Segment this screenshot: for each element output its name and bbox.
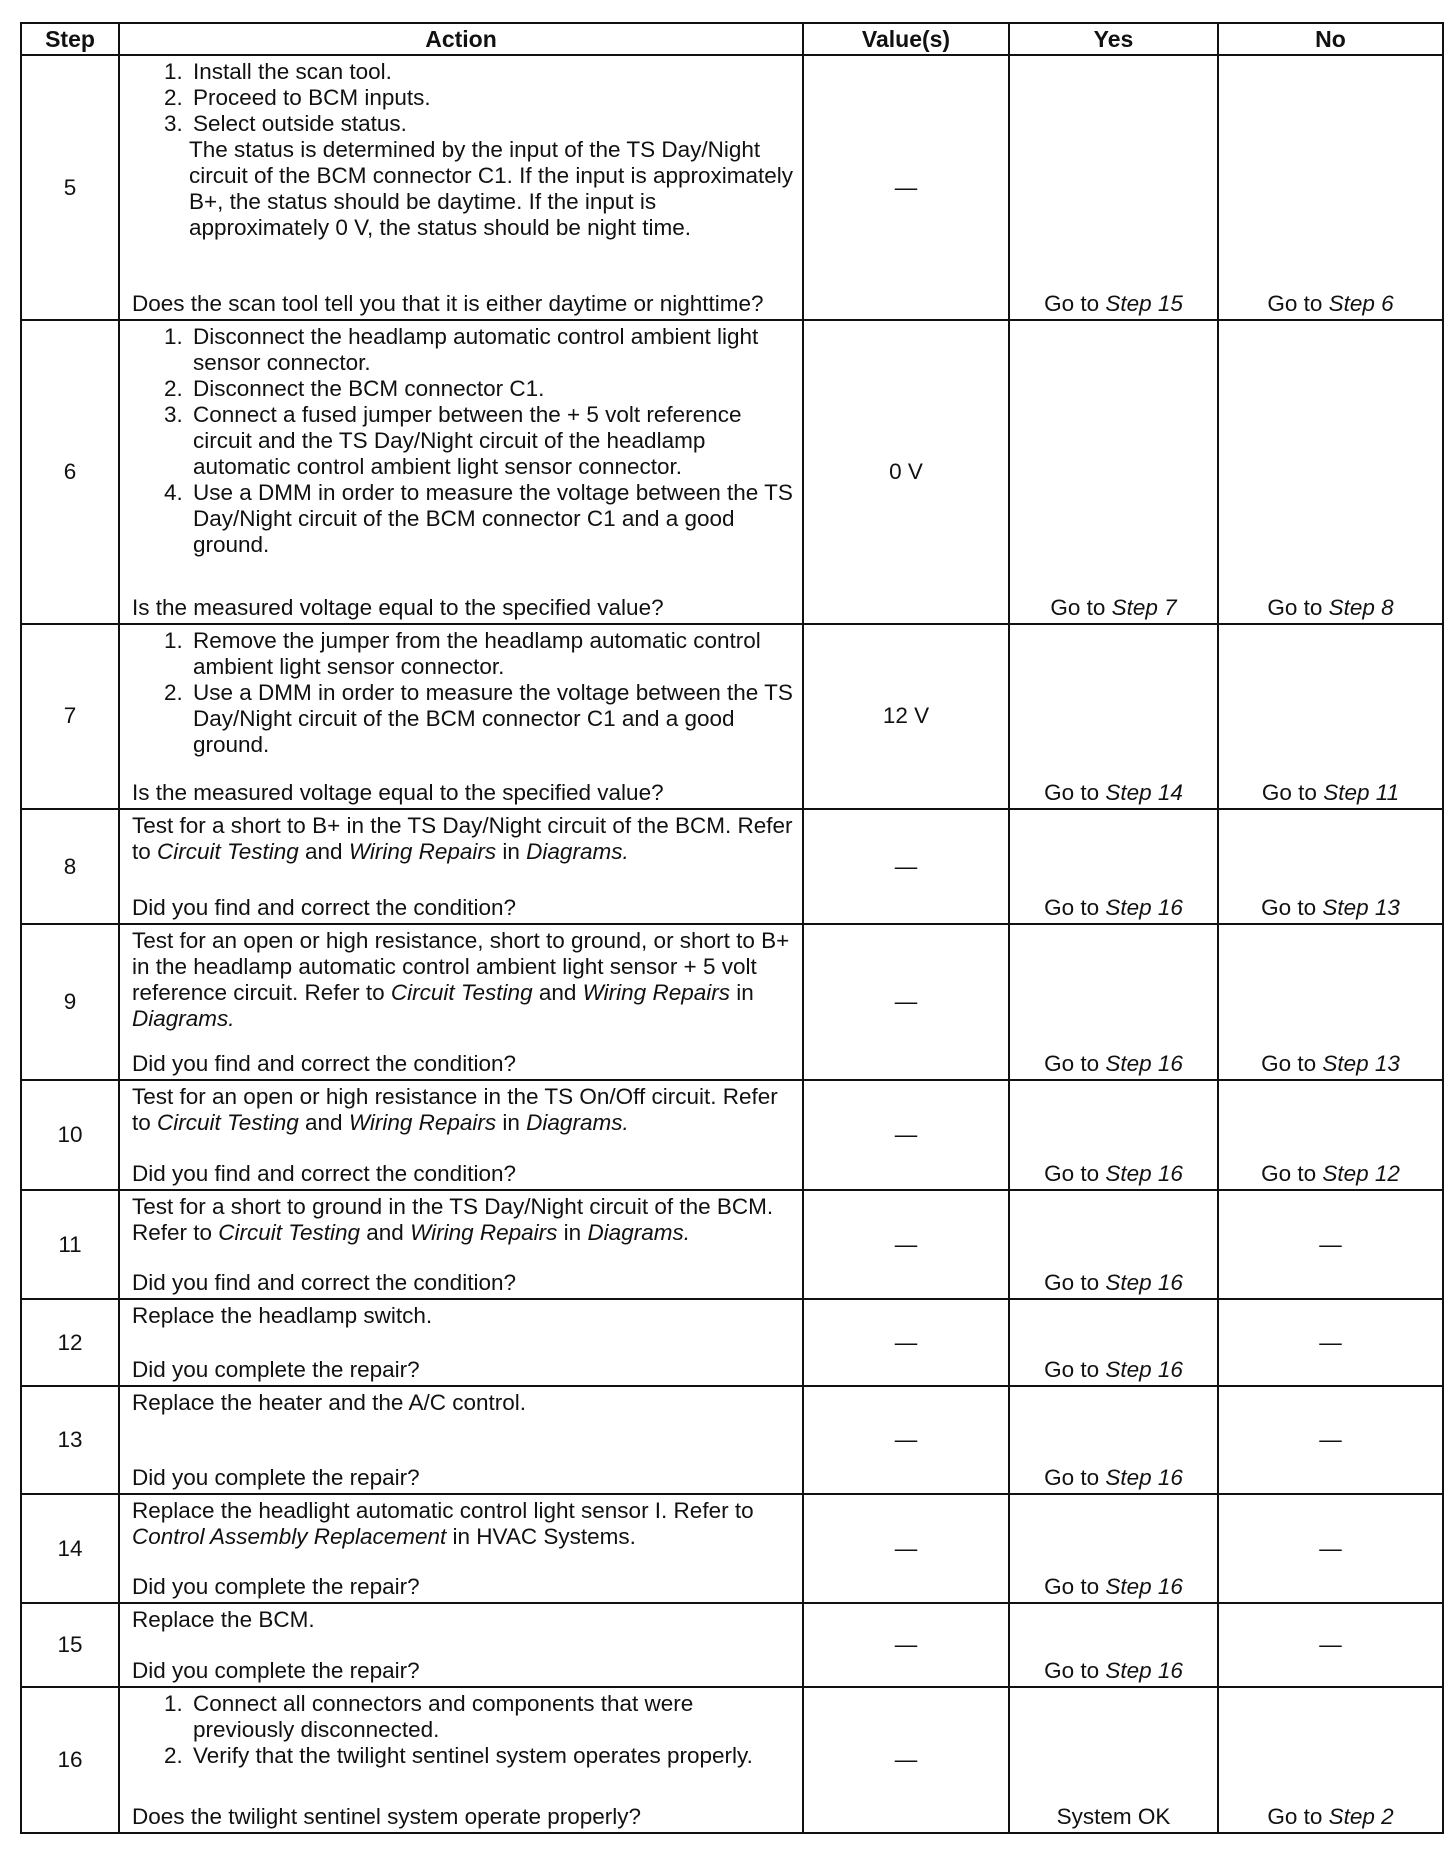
action-item: 3. Connect a fused jumper between the + 5 volt reference circuit and the TS Day/Night circuit of the headlamp automatic control ambient light sensor connector. [189, 402, 794, 480]
yes-cell [1009, 320, 1218, 624]
value-cell: — [803, 1080, 1009, 1190]
action-cell [119, 1386, 803, 1494]
action-question: Did you find and correct the condition? [132, 1270, 516, 1296]
action-question: Did you complete the repair? [132, 1658, 420, 1684]
yes-cell: System OK [1009, 1687, 1218, 1833]
yes-step-ref: Step 15 [1105, 291, 1183, 317]
action-cell [119, 924, 803, 1080]
action-description: Test for a short to B+ in the TS Day/Night circuit of the BCM. Refer to Circuit Testing and Wiring Repairs in Diagrams. [132, 813, 793, 865]
yes-prefix: Go to [1044, 1050, 1100, 1076]
action-cell [119, 1603, 803, 1687]
value-cell: 12 V [803, 624, 1009, 809]
action-list [132, 628, 794, 758]
action-item: 4. Use a DMM in order to measure the voltage between the TS Day/Night circuit of the BCM connector C1 and a good ground. [189, 480, 794, 558]
yes-prefix: Go to [1044, 780, 1100, 806]
step-number: 7 [21, 624, 119, 809]
action-question: Did you complete the repair? [132, 1464, 420, 1490]
yes-cell [1009, 809, 1218, 924]
yes-cell [1009, 1299, 1218, 1385]
no-cell: — [1218, 1299, 1443, 1385]
action-cell [119, 809, 803, 924]
header-value: Value(s) [803, 23, 1009, 55]
action-question: Did you find and correct the condition? [132, 1161, 516, 1187]
action-question: Is the measured voltage equal to the specified value? [132, 594, 664, 620]
yes-step-ref: Step 7 [1111, 594, 1177, 620]
no-cell [1218, 320, 1443, 624]
no-cell [1218, 624, 1443, 809]
action-item: 1. Disconnect the headlamp automatic control ambient light sensor connector. [189, 324, 794, 376]
no-cell [1218, 1687, 1443, 1833]
value-cell: — [803, 1190, 1009, 1299]
no-cell [1218, 1080, 1443, 1190]
action-description: Test for an open or high resistance, short to ground, or short to B+ in the headlamp automatic control ambient light sensor + 5 volt reference circuit. Refer to Circuit Testing and Wiring Repairs in Diagrams. [132, 928, 790, 1032]
table-row [21, 924, 1443, 1080]
action-item: 2. Use a DMM in order to measure the voltage between the TS Day/Night circuit of the BCM connector C1 and a good ground. [189, 680, 794, 758]
no-prefix: Go to [1261, 780, 1317, 806]
no-cell: — [1218, 1494, 1443, 1603]
step-number: 16 [21, 1687, 119, 1833]
no-step-ref: Step 13 [1322, 1050, 1400, 1076]
action-description: Replace the heater and the A/C control. [132, 1389, 527, 1415]
value-cell: — [803, 1494, 1009, 1603]
header-row [21, 23, 1443, 55]
yes-prefix: Go to [1050, 594, 1106, 620]
step-number: 11 [21, 1190, 119, 1299]
action-cell [119, 55, 803, 320]
table-row [21, 1494, 1443, 1603]
yes-step-ref: Step 16 [1105, 1356, 1183, 1382]
header-yes: Yes [1009, 23, 1218, 55]
action-list [132, 324, 794, 558]
action-question: Did you complete the repair? [132, 1356, 420, 1382]
yes-step-ref: Step 16 [1105, 895, 1183, 921]
yes-step-ref: Step 16 [1105, 1574, 1183, 1600]
yes-cell [1009, 1080, 1218, 1190]
table-row [21, 320, 1443, 624]
no-cell [1218, 55, 1443, 320]
no-step-ref: Step 13 [1322, 895, 1400, 921]
yes-prefix: Go to [1044, 1464, 1100, 1490]
yes-step-ref: Step 14 [1105, 780, 1183, 806]
action-description: Replace the headlight automatic control light sensor I. Refer to Control Assembly Replacement in HVAC Systems. [132, 1497, 754, 1549]
action-note: The status is determined by the input of the TS Day/Night circuit of the BCM connector C1. If the input is approximately B+, the status should be daytime. If the input is approximately 0 V, the status should be night time. [189, 137, 794, 240]
action-description: Test for an open or high resistance in the TS On/Off circuit. Refer to Circuit Testing and Wiring Repairs in Diagrams. [132, 1083, 778, 1135]
step-number: 13 [21, 1386, 119, 1494]
value-cell: — [803, 55, 1009, 320]
header-step: Step [21, 23, 119, 55]
action-item: 2. Verify that the twilight sentinel system operates properly. [189, 1743, 794, 1769]
yes-step-ref: Step 16 [1105, 1161, 1183, 1187]
action-list [132, 59, 794, 137]
no-step-ref: Step 11 [1323, 780, 1400, 806]
step-number: 15 [21, 1603, 119, 1687]
yes-cell [1009, 1190, 1218, 1299]
no-prefix: Go to [1267, 291, 1323, 317]
step-number: 9 [21, 924, 119, 1080]
no-cell: — [1218, 1190, 1443, 1299]
header-action: Action [119, 23, 803, 55]
no-cell [1218, 809, 1443, 924]
step-number: 14 [21, 1494, 119, 1603]
action-question: Did you find and correct the condition? [132, 1050, 516, 1076]
value-cell: — [803, 809, 1009, 924]
no-step-ref: Step 2 [1328, 1804, 1394, 1829]
action-description: Replace the headlamp switch. [132, 1303, 433, 1329]
yes-prefix: Go to [1044, 895, 1100, 921]
action-cell [119, 1494, 803, 1603]
value-cell: — [803, 924, 1009, 1080]
no-prefix: Go to [1261, 1161, 1317, 1187]
yes-prefix: Go to [1044, 1270, 1100, 1296]
action-item: 1. Remove the jumper from the headlamp automatic control ambient light sensor connector. [189, 628, 794, 680]
action-description: Replace the BCM. [132, 1607, 315, 1633]
no-cell [1218, 924, 1443, 1080]
table-row [21, 1190, 1443, 1299]
no-cell: — [1218, 1603, 1443, 1687]
action-cell [119, 1080, 803, 1190]
step-number: 10 [21, 1080, 119, 1190]
table-row [21, 624, 1443, 809]
no-prefix: Go to [1261, 1050, 1317, 1076]
action-question: Did you find and correct the condition? [132, 895, 516, 921]
action-list [132, 1691, 794, 1769]
action-question: Does the twilight sentinel system operate properly? [132, 1804, 642, 1829]
yes-prefix: Go to [1044, 1356, 1100, 1382]
action-cell [119, 1299, 803, 1385]
step-number: 6 [21, 320, 119, 624]
action-item: 3. Select outside status. [189, 111, 794, 137]
table-row [21, 1386, 1443, 1494]
yes-cell [1009, 1603, 1218, 1687]
yes-prefix: Go to [1044, 1161, 1100, 1187]
action-item: 2. Proceed to BCM inputs. [189, 85, 794, 111]
action-item: 1. Install the scan tool. [189, 59, 794, 85]
action-description: Test for a short to ground in the TS Day/Night circuit of the BCM. Refer to Circuit Testing and Wiring Repairs in Diagrams. [132, 1194, 774, 1246]
yes-step-ref: Step 16 [1105, 1050, 1183, 1076]
yes-cell [1009, 624, 1218, 809]
table-row [21, 809, 1443, 924]
no-step-ref: Step 6 [1328, 291, 1394, 317]
no-prefix: Go to [1267, 1804, 1323, 1829]
yes-cell [1009, 1494, 1218, 1603]
action-cell [119, 624, 803, 809]
yes-cell [1009, 1386, 1218, 1494]
no-step-ref: Step 8 [1328, 594, 1394, 620]
table-row [21, 1687, 1443, 1833]
header-no: No [1218, 23, 1443, 55]
value-cell: — [803, 1386, 1009, 1494]
no-step-ref: Step 12 [1322, 1161, 1400, 1187]
action-cell [119, 1190, 803, 1299]
no-prefix: Go to [1261, 895, 1317, 921]
yes-step-ref: Step 16 [1105, 1464, 1183, 1490]
step-number: 8 [21, 809, 119, 924]
no-prefix: Go to [1267, 594, 1323, 620]
yes-prefix: Go to [1044, 1574, 1100, 1600]
yes-step-ref: Step 16 [1105, 1658, 1183, 1684]
yes-step-ref: Step 16 [1105, 1270, 1183, 1296]
action-item: 2. Disconnect the BCM connector C1. [189, 376, 794, 402]
yes-prefix: Go to [1044, 1658, 1100, 1684]
diagnostic-table [20, 22, 1444, 1834]
action-cell [119, 1687, 803, 1833]
action-cell [119, 320, 803, 624]
table-row [21, 1603, 1443, 1687]
value-cell: — [803, 1299, 1009, 1385]
value-cell: — [803, 1687, 1009, 1833]
step-number: 12 [21, 1299, 119, 1385]
table-row [21, 55, 1443, 320]
value-cell: — [803, 1603, 1009, 1687]
step-number: 5 [21, 55, 119, 320]
value-cell: 0 V [803, 320, 1009, 624]
yes-prefix: Go to [1044, 291, 1100, 317]
table-row [21, 1080, 1443, 1190]
action-question: Did you complete the repair? [132, 1574, 420, 1600]
yes-cell [1009, 924, 1218, 1080]
action-question: Is the measured voltage equal to the specified value? [132, 780, 664, 806]
action-question: Does the scan tool tell you that it is either daytime or nighttime? [132, 291, 764, 317]
no-cell: — [1218, 1386, 1443, 1494]
table-row [21, 1299, 1443, 1385]
yes-cell [1009, 55, 1218, 320]
action-item: 1. Connect all connectors and components that were previously disconnected. [189, 1691, 794, 1743]
